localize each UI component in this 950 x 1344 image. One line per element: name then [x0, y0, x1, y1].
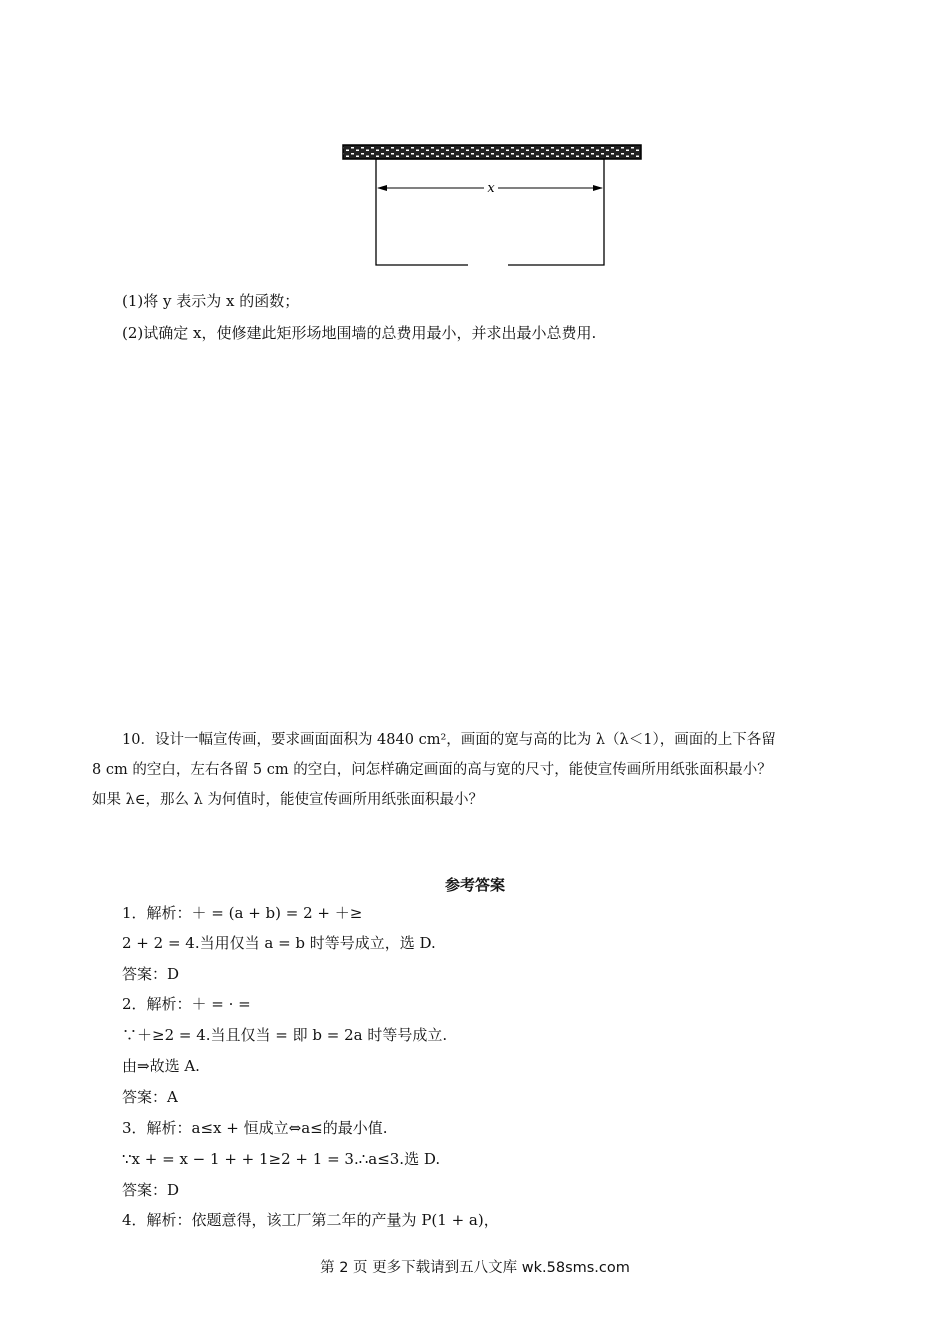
- q10-line3: 如果 λ∈，那么 λ 为何值时，能使宣传画所用纸张面积最小？: [92, 792, 483, 808]
- answer-line: ∵＋≥2 = 4.当且仅当 = 即 b = 2a 时等号成立.: [122, 1026, 448, 1044]
- arrowhead-left-icon: [377, 185, 387, 191]
- page-footer: 第 2 页 更多下载请到五八文库 wk.58sms.com: [320, 1260, 630, 1276]
- wall-hatch: [343, 145, 641, 159]
- answer-line: 答案：D: [122, 965, 180, 983]
- q10-line2: 8 cm 的空白，左右各留 5 cm 的空白，问怎样确定画面的高与宽的尺寸，能使宣传画所用纸张面积最小？: [92, 762, 772, 778]
- q9-part2: (2)试确定 x，使修建此矩形场地围墙的总费用最小，并求出最小总费用.: [122, 324, 597, 342]
- answer-line: 答案：A: [122, 1088, 178, 1106]
- dimension-label: x: [487, 181, 495, 196]
- q9-part1: (1)将 y 表示为 x 的函数；: [122, 292, 300, 310]
- answer-line: 答案：D: [122, 1181, 180, 1199]
- answer-line: 3．解析：a≤x + 恒成立⇔a≤的最小值.: [122, 1119, 388, 1137]
- answer-line: 1．解析：＋ = (a + b) = 2 + ＋≥: [122, 904, 363, 922]
- answer-line: 2．解析：＋ = · =: [122, 995, 251, 1013]
- q10-line1: 10．设计一幅宣传画，要求画面面积为 4840 cm²，画面的宽与高的比为 λ（λ＜1），画面的上下各留: [122, 732, 776, 748]
- answer-line: 由⇒故选 A.: [122, 1057, 200, 1075]
- answer-line: ∵x + = x − 1 + + 1≥2 + 1 = 3.∴a≤3.选 D.: [122, 1150, 441, 1168]
- answer-line: 2 + 2 = 4.当用仅当 a = b 时等号成立，选 D.: [122, 934, 436, 952]
- answers-heading: 参考答案: [444, 876, 505, 894]
- arrowhead-right-icon: [593, 185, 603, 191]
- wall-rectangle-figure: [340, 140, 644, 270]
- field-rectangle: [376, 159, 604, 265]
- answer-line: 4．解析：依题意得，该工厂第二年的产量为 P(1 + a)，: [122, 1211, 499, 1229]
